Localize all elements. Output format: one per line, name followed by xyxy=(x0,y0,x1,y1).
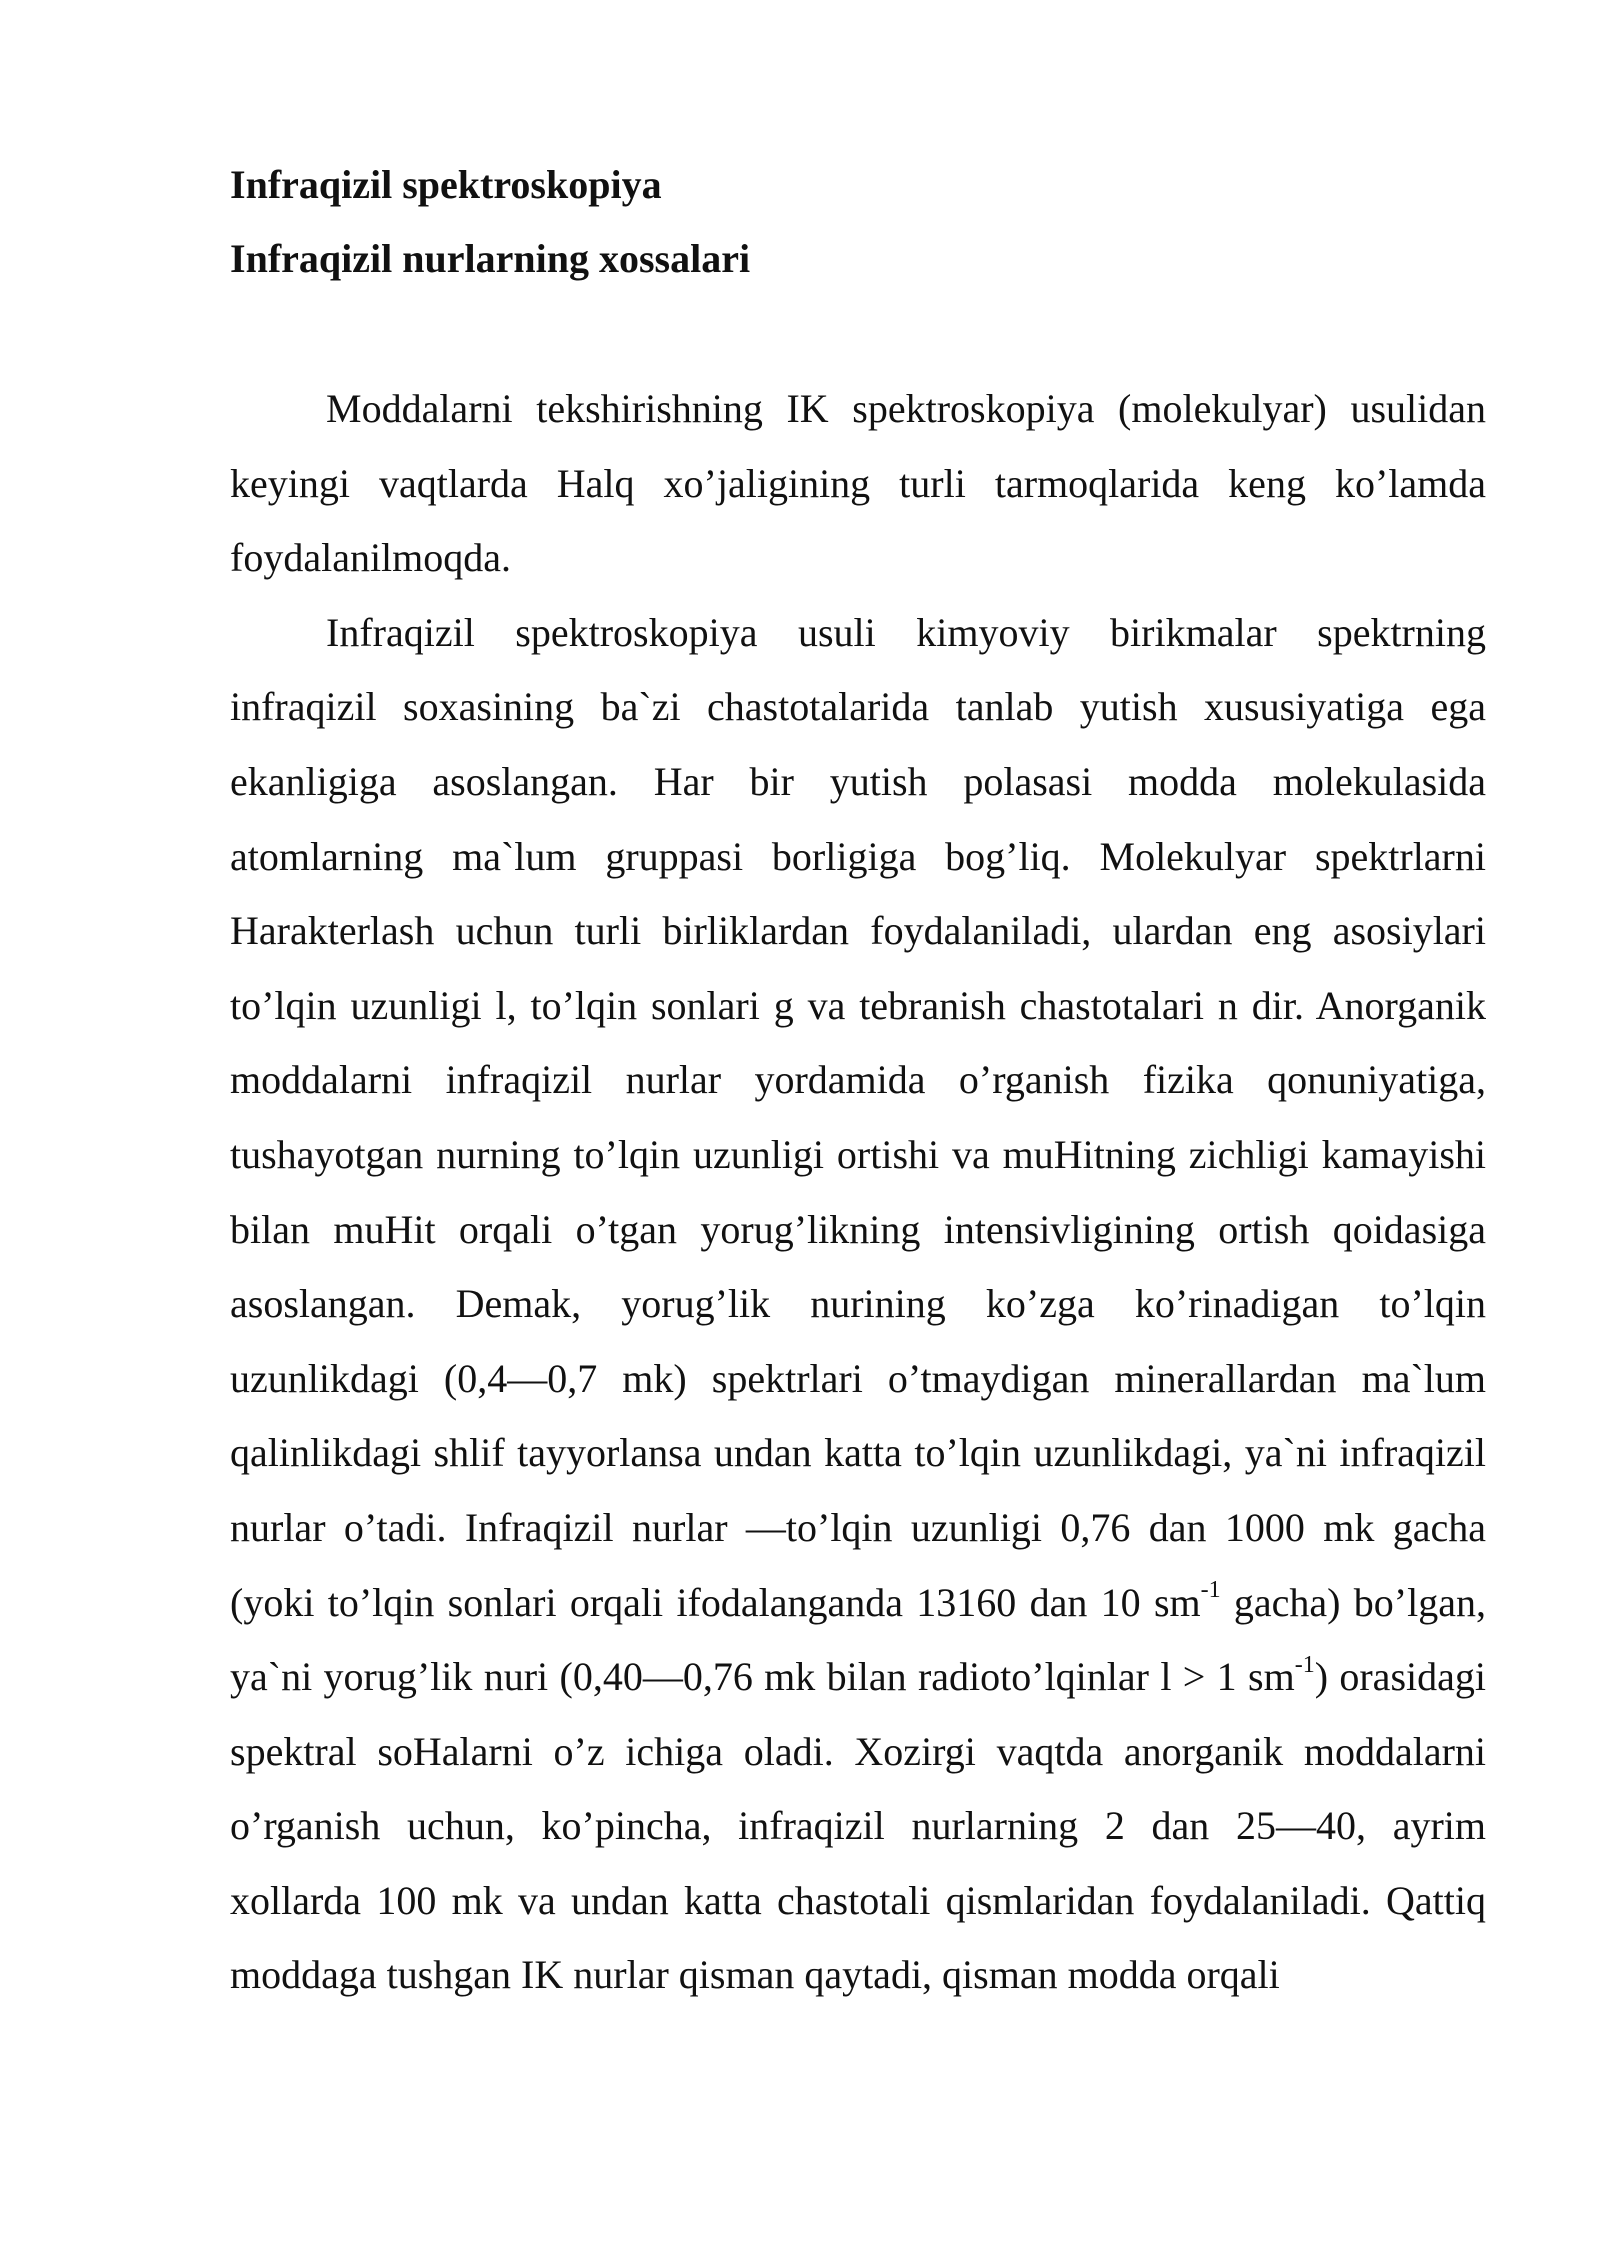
paragraph-intro: Moddalarni tekshirishning IK spektroskopiya (molekulyar) usulidan keyingi vaqtlarda Halq xo’jaligining turli tarmoqlarida keng ko’lamda foydalanilmoqda. xyxy=(230,386,1486,581)
paragraph-method-text-1: Infraqizil spektroskopiya usuli kimyoviy birikmalar spektrning infraqizil soxasining ba`zi chastotalarida tanlab yutish xususiyatiga ega ekanligiga asoslangan. Har bir yutish polasasi modda molekulasida atomlarning ma`lum gruppasi borligiga bog’liq. Molekulyar spektrlarni Harakterlash uchun turli birliklardan foydalaniladi, ulardan eng asosiylari to’lqin uzunligi l, to’lqin sonlari g va tebranish chastotalari n dir. Anorganik moddalarni infraqizil nurlar yordamida o’rganish fizika qonuniyatiga, tushayotgan nurning to’lqin uzunligi ortishi va muHitning zichligi kamayishi bilan muHit orqali o’tgan yorug’likning intensivligining ortish qoidasiga asoslangan. Demak, yorug’lik nurining ko’zga ko’rinadigan to’lqin uzunlikdagi (0,4—0,7 mk) spektrlari o’tmaydigan minerallardan ma`lum qalinlikdagi shlif tayyorlansa undan katta to’lqin uzunlikdagi, ya`ni infraqizil nurlar o’tadi. Infraqizil nurlar —to’lqin uzunligi 0,76 dan 1000 mk gacha (yoki to’lqin sonlari orqali ifodalanganda 13160 dan 10 sm xyxy=(230,609,1486,1625)
paragraph-method-text-3: ) orasidagi spektral soHalarni o’z ichiga oladi. Xozirgi vaqtda anorganik moddalarni o’rganish uchun, ko’pincha, infraqizil nurlarning 2 dan 25—40, ayrim xollarda 100 mk va undan katta chastotali qismlaridan foydalaniladi. Qattiq moddaga tushgan IK nurlar qisman qaytadi, qisman modda orqali xyxy=(230,1654,1486,1998)
superscript-minus-one-second: -1 xyxy=(1294,1651,1315,1678)
superscript-minus-one: -1 xyxy=(1200,1577,1221,1604)
paragraph-method xyxy=(230,596,1486,2013)
paragraph-method-text-2: gacha) bo’lgan, ya`ni yorug’lik nuri (0,40—0,76 mk bilan radioto’lqinlar l > 1 sm xyxy=(230,1579,1486,1700)
document-subtitle: Infraqizil nurlarning xossalari xyxy=(230,236,751,281)
heading-spacer xyxy=(230,296,1486,372)
document-page xyxy=(230,148,1486,2013)
document-title: Infraqizil spektroskopiya xyxy=(230,162,662,207)
